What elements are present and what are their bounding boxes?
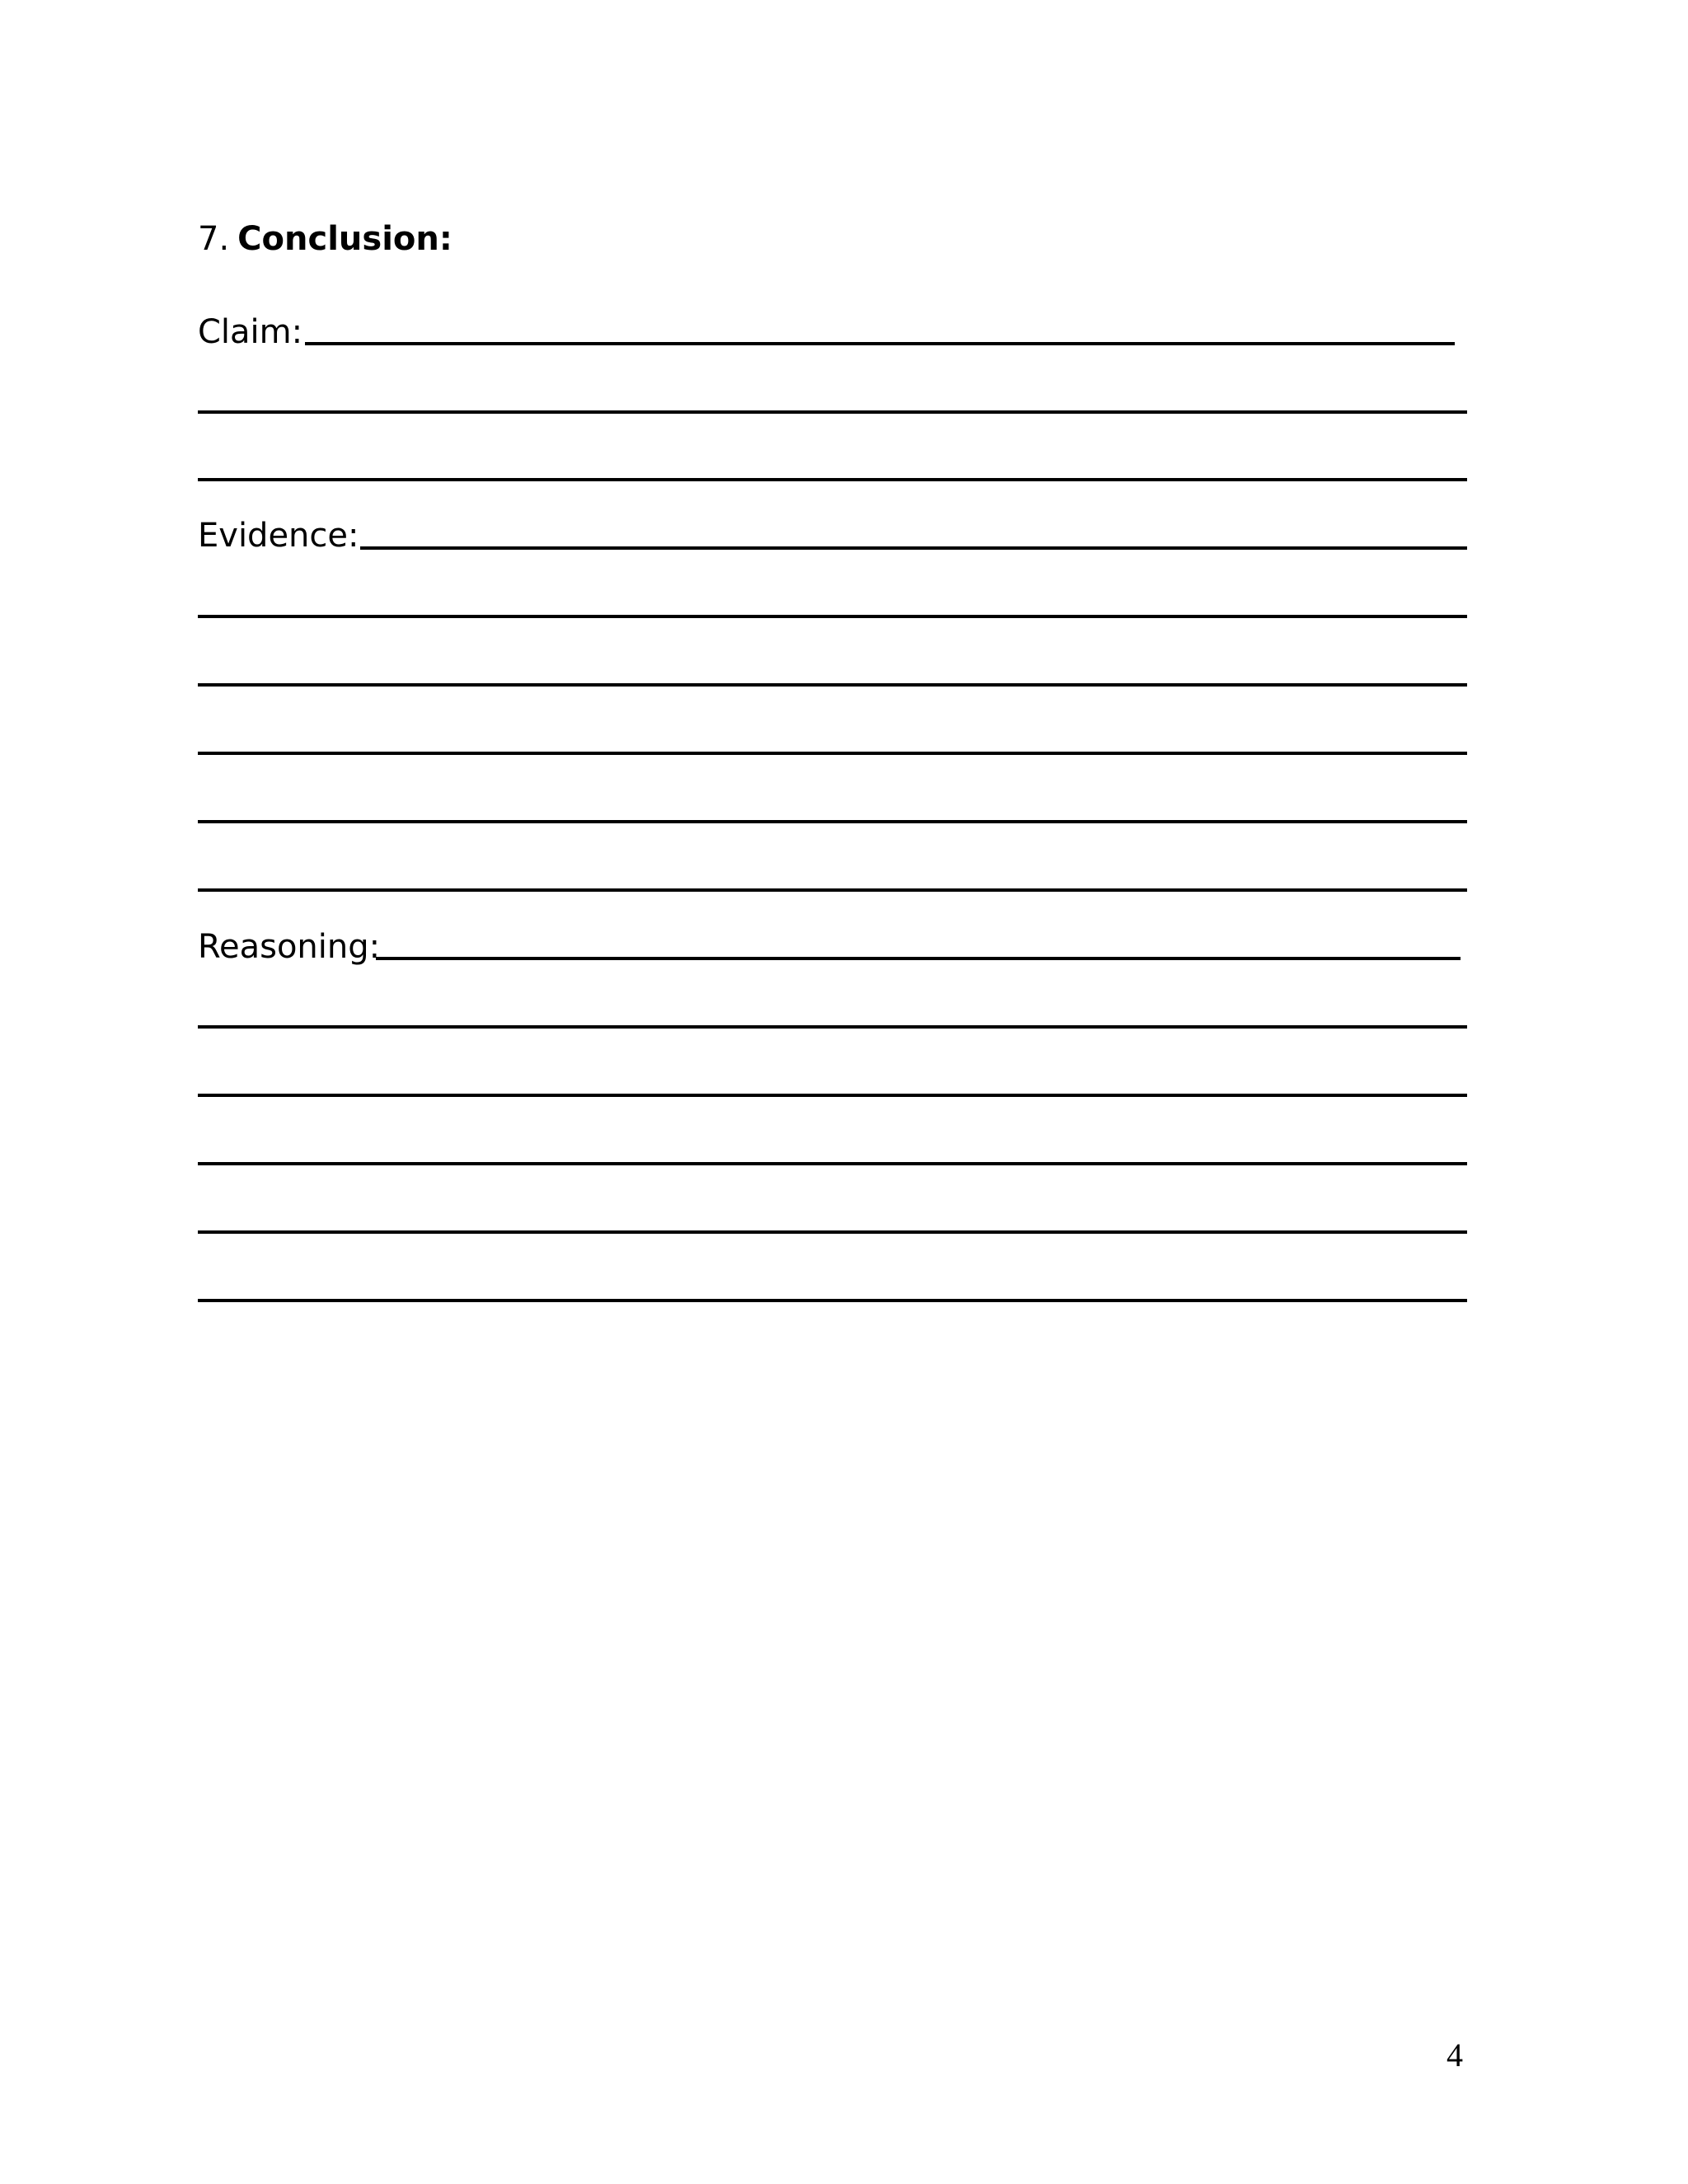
evidence-answer-line[interactable] — [198, 683, 1467, 687]
evidence-answer-line[interactable] — [198, 615, 1467, 618]
evidence-answer-line[interactable] — [198, 820, 1467, 823]
reasoning-answer-line[interactable] — [198, 1230, 1467, 1234]
evidence-label: Evidence: — [198, 517, 359, 555]
evidence-answer-line[interactable] — [198, 752, 1467, 755]
claim-answer-line[interactable] — [305, 342, 1455, 345]
reasoning-answer-line[interactable] — [198, 1094, 1467, 1097]
reasoning-answer-line[interactable] — [376, 957, 1461, 960]
evidence-answer-line[interactable] — [360, 546, 1467, 550]
reasoning-answer-line[interactable] — [198, 1025, 1467, 1029]
claim-label: Claim: — [198, 313, 303, 351]
page-number: 4 — [1447, 2036, 1463, 2074]
claim-answer-line[interactable] — [198, 410, 1467, 414]
evidence-answer-line[interactable] — [198, 888, 1467, 892]
reasoning-label: Reasoning: — [198, 928, 381, 966]
claim-answer-line[interactable] — [198, 478, 1467, 481]
section-heading — [198, 216, 452, 262]
reasoning-answer-line[interactable] — [198, 1162, 1467, 1165]
section-title: Conclusion: — [237, 220, 452, 258]
section-number: 7. — [198, 220, 230, 258]
reasoning-answer-line[interactable] — [198, 1299, 1467, 1302]
